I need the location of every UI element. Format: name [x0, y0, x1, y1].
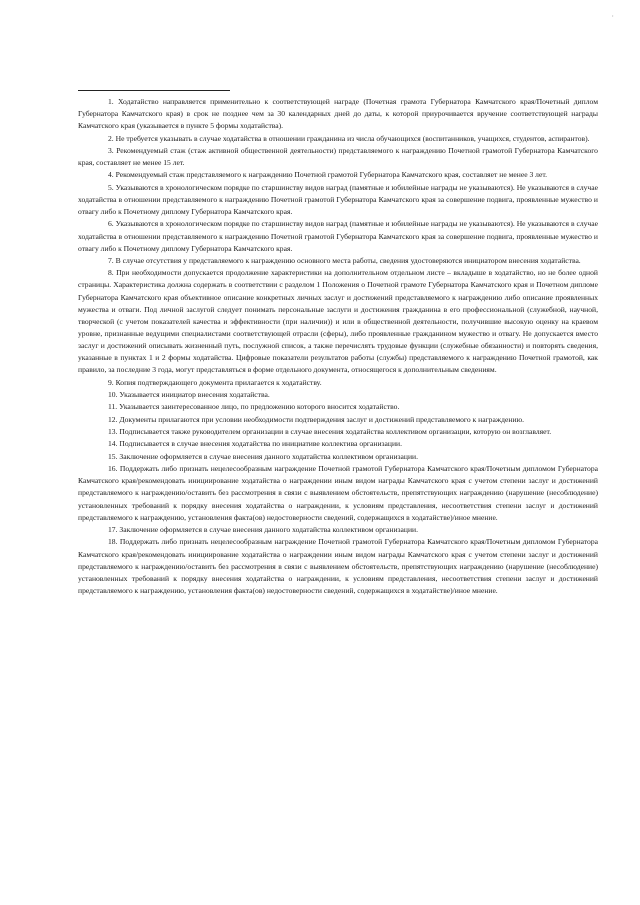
footnote-item	[78, 451, 598, 463]
footnote-text: Подписывается в случае внесения ходатайства по инициативе коллектива организации.	[119, 439, 402, 449]
footnote-text: Указываются в хронологическом порядке по старшинству видов наград (памятные и юбилейные награды не указываются). Не указываются в случае ходатайства в отношении представляемого к награждению Почетной грамотой Губернатора Камчатского края за совершение подвига, проявленные мужество и отвагу либо к Почетному диплому Губернатора Камчатского края.	[78, 219, 598, 253]
footnote-item	[78, 255, 598, 267]
footnote-number: 5.	[108, 182, 114, 192]
footnote-number: 2.	[108, 133, 114, 143]
footnote-item	[78, 401, 598, 413]
footnote-number: 10.	[108, 389, 118, 399]
footnote-number: 3.	[108, 145, 114, 155]
footnote-item	[78, 182, 598, 218]
footnote-text: В случае отсутствия у представляемого к награждению основного места работы, сведения удостоверяются инициатором внесения ходатайства.	[115, 256, 581, 265]
footnote-text: Подписывается также руководителем организации в случае внесения ходатайства коллективом организации, которую он возглавляет.	[119, 427, 552, 437]
footnote-number: 4.	[108, 170, 114, 180]
footnote-item	[78, 426, 598, 438]
footnote-item	[78, 414, 598, 426]
footnote-text: Копия подтверждающего документа прилагается к ходатайству.	[115, 377, 322, 387]
footnote-text: Указывается заинтересованное лицо, по предложению которого вносится ходатайство.	[119, 402, 400, 412]
footnote-number: 11.	[108, 402, 118, 412]
footnote-text: Рекомендуемый стаж представляемого к награждению Почетной грамотой Губернатора Камчатского края, составляет не менее 3 лет.	[115, 170, 547, 180]
footnote-item	[78, 389, 598, 401]
footnote-item	[78, 96, 598, 132]
footnote-number: 1.	[108, 97, 114, 106]
footnote-number: 12.	[108, 414, 118, 424]
footnote-item	[78, 133, 598, 145]
footnote-number: 16.	[108, 464, 118, 474]
footnote-text: Заключение оформляется в случае внесения данного ходатайства коллективом организации.	[119, 525, 418, 535]
footnote-text: Поддержать либо признать нецелесообразным награждение Почетной грамотой Губернатора Камчатского края/Почетным дипломом Губернатора Камчатского края/рекомендовать инициирование ходатайства о награждении иным видом награды Камчатского края с учетом степени заслуг и достижений представляемого к награждению/оставить без рассмотрения в связи с выявлением обстоятельств, препятствующих награждению (нарушение (несоблюдение) установленных требований к порядку внесения ходатайства о награждении, к условиям представления, несоответствия степени заслуг и достижений представляемого к награждению, установления факта(ов) недостоверности сведений, содержащихся в ходатайстве)/иное мнение.	[78, 464, 598, 522]
footnote-number: 15.	[108, 451, 118, 461]
footnote-item	[78, 267, 598, 376]
footnote-number: 7.	[108, 256, 114, 265]
footnote-separator	[78, 90, 230, 91]
footnotes-list	[78, 96, 598, 597]
footnote-number: 14.	[108, 439, 118, 449]
footnote-text: Документы прилагаются при условии необходимости подтверждения заслуг и достижений представляемого к награждению.	[119, 414, 525, 424]
footnote-item	[78, 218, 598, 254]
footnote-number: 18.	[108, 537, 118, 547]
footnote-text: Указываются в хронологическом порядке по старшинству видов наград (памятные и юбилейные награды не указываются). Не указываются в случае ходатайства в отношении представляемого к награждению Почетной грамотой Губернатора Камчатского края за совершение подвига, проявленные мужество и отвагу либо к Почетному диплому Губернатора Камчатского края.	[78, 182, 598, 217]
footnote-item	[78, 438, 598, 450]
footnote-item	[78, 536, 598, 596]
footnote-item	[78, 145, 598, 169]
footnote-item	[78, 169, 598, 181]
footnote-number: 9.	[108, 377, 114, 387]
footnote-number: 17.	[108, 525, 118, 535]
footnote-text: Указывается инициатор внесения ходатайства.	[119, 389, 270, 399]
footnote-text: Ходатайство направляется применительно к соответствующей награде (Почетная грамота Губернатора Камчатского края/Почетный диплом Губернатора Камчатского края) в срок не позднее чем за 30 календарных дней до даты, к которой приурочивается вручение соответствующей награды Камчатского края (указывается в пункте 5 формы ходатайства).	[78, 97, 598, 131]
footnote-number: 6.	[108, 219, 114, 229]
footnote-text: Рекомендуемый стаж (стаж активной общественной деятельности) представляемого к награждению Почетной грамотой Губернатора Камчатского края, составляет не менее 15 лет.	[78, 145, 598, 168]
footnote-item	[78, 524, 598, 536]
footnote-item	[78, 463, 598, 523]
corner-mark: ·	[611, 12, 614, 21]
footnote-item	[78, 377, 598, 389]
footnote-number: 8.	[108, 268, 114, 278]
footnote-number: 13.	[108, 427, 118, 437]
footnote-text: Поддержать либо признать нецелесообразным награждение Почетной грамотой Губернатора Камчатского края/Почетным дипломом Губернатора Камчатского края/рекомендовать инициирование ходатайства о награждении иным видом награды Камчатского края с учетом степени заслуг и достижений представляемого к награждению/оставить без рассмотрения в связи с выявлением обстоятельств, препятствующих награждению (нарушение (несоблюдение) установленных требований к порядку внесения ходатайства о награждении, к условиям представления, несоответствия степени заслуг и достижений представляемого к награждению, установления факта(ов) недостоверности сведений, содержащихся в ходатайстве)/иное мнение.	[78, 537, 598, 595]
footnote-text: Не требуется указывать в случае ходатайства в отношении гражданина из числа обучающихся (воспитанников, учащихся, студентов, аспирантов).	[115, 133, 590, 143]
footnote-text: Заключение оформляется в случае внесения данного ходатайства коллективом организации.	[119, 451, 418, 461]
footnote-text: При необходимости допускается продолжение характеристики на дополнительном отдельном листе – вкладыше в ходатайство, но не более одной страницы. Характеристика должна содержать в соответствии с разделом 1 Положения о Почетной грамоте Губернатора Камчатского края и Почетном дипломе Губернатора Камчатского края объективное описание конкретных личных заслуг и достижений представляемого к награждению либо описание проявленных мужества и отваги. Под личной заслугой следует понимать персональные заслуги и достижения гражданина в его профессиональной (служебной, научной, творческой (с учетом показателей качества и эффективности (при наличии)) и или в общественной деятельности, получившие высокую оценку на краевом уровне, признанные ведущими специалистами соответствующей отрасли (сферы), либо проявленные гражданином мужество и отвагу. Не допускается вместо заслуг и достижений описывать жизненный путь, послужной список, а также перечислять трудовые функции (служебные обязанности) и повторять сведения, указанные в пунктах 1 и 2 формы ходатайства. Цифровые показатели результатов работы (службы) представляемого к награждению Почетной грамотой, как правило, за последние 3 года, могут представляться в форме отдельного документа, относящегося к дополнительным сведениям.	[78, 268, 598, 375]
